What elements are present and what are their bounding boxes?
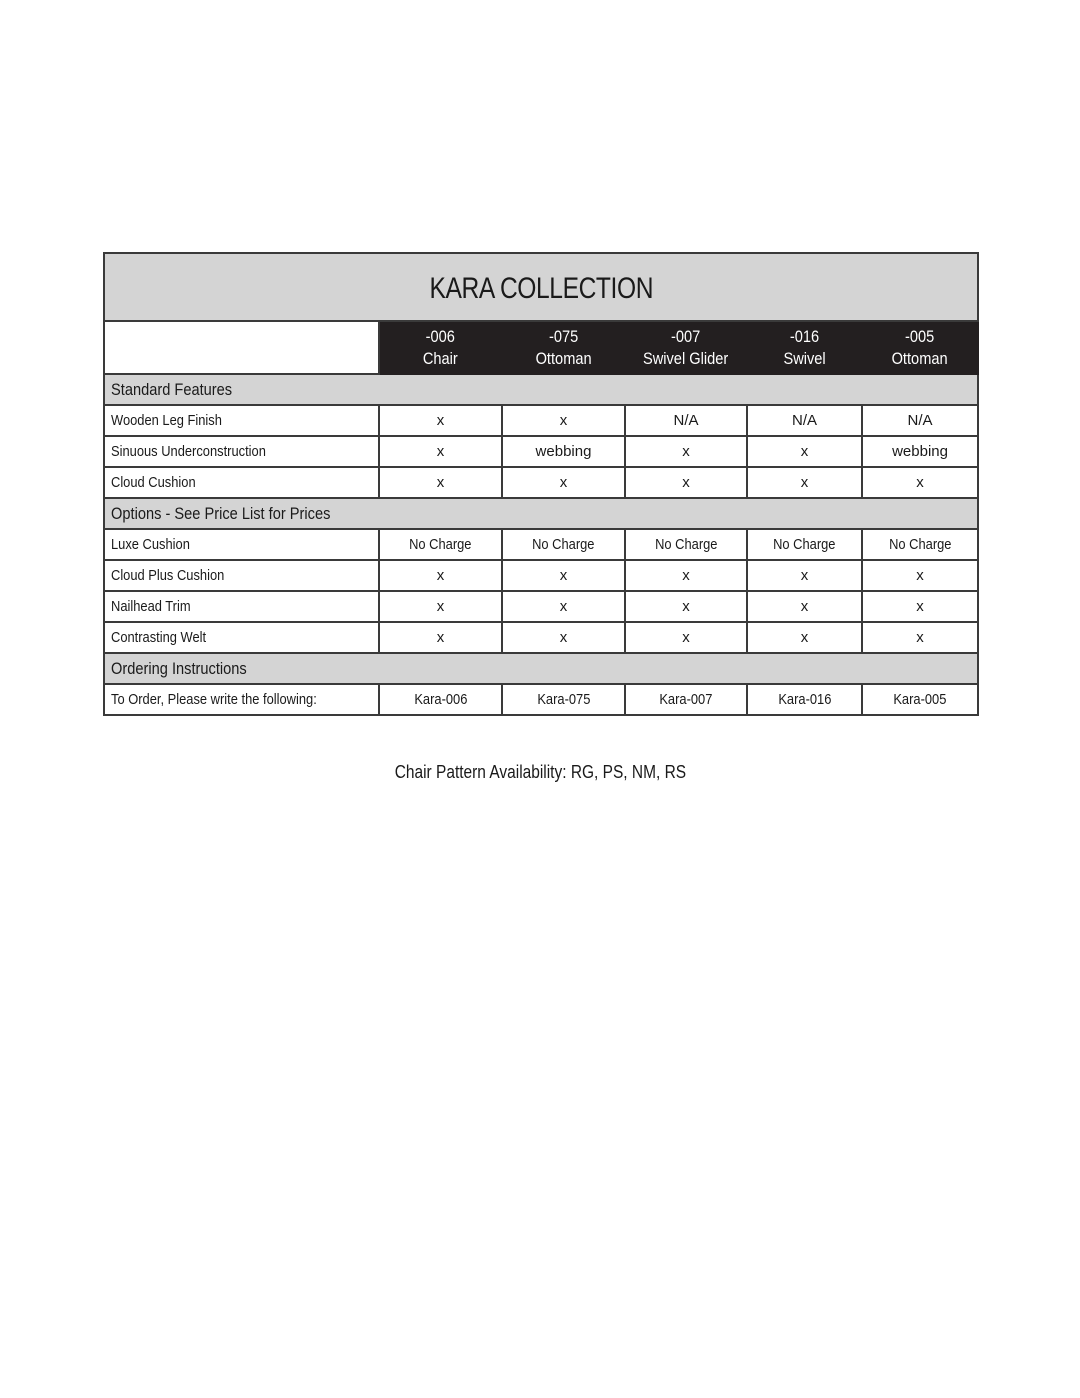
table-cell-text: Kara-005 [893,691,947,708]
row-label-text: Cloud Plus Cushion [111,567,225,584]
row-label-text: Cloud Cushion [111,474,196,491]
table-cell-text: Kara-016 [777,691,832,708]
table-cell: x [625,591,747,622]
table-row [104,560,978,591]
table-cell [379,684,502,715]
row-label [104,529,379,560]
row-label [104,591,379,622]
table-cell: x [862,591,978,622]
table-cell [747,684,862,715]
row-label [104,560,379,591]
table-title-cell [104,253,978,321]
section-header-row [104,498,978,529]
table-cell-text: No Charge [773,536,836,553]
section-heading [104,374,978,405]
table-cell: x [502,622,625,653]
table-cell: x [379,591,502,622]
table-cell: x [747,467,862,498]
table-cell: x [502,467,625,498]
column-code: -006 [425,326,456,346]
section-header-row [104,653,978,684]
table-cell [625,684,747,715]
table-cell: x [379,436,502,467]
table-cell: x [862,467,978,498]
row-label [104,405,379,436]
row-label [104,684,379,715]
row-label [104,467,379,498]
table-row [104,684,978,715]
column-code: -005 [905,326,935,346]
section-heading [104,653,978,684]
table-cell: x [862,560,978,591]
column-code: -075 [548,326,579,346]
table-cell-text: Kara-075 [536,691,591,708]
table-cell: x [747,436,862,467]
table-cell-text: Kara-006 [413,691,468,708]
kara-collection-table [103,252,979,716]
column-header-row [104,321,978,374]
table-cell [862,684,978,715]
table-cell [502,529,625,560]
section-header-row [104,374,978,405]
row-label-text: Wooden Leg Finish [111,412,222,429]
section-heading [104,498,978,529]
column-name: Swivel [783,348,826,368]
table-cell [747,529,862,560]
column-name: Ottoman [892,348,949,368]
table-cell: x [502,560,625,591]
table-cell-text: No Charge [409,536,472,553]
header-blank-cell [104,321,379,374]
table-cell: x [747,622,862,653]
table-row [104,405,978,436]
table-cell: x [625,560,747,591]
table-cell: webbing [862,436,978,467]
table-cell [502,684,625,715]
table-cell-text: Kara-007 [659,691,713,708]
table-row [104,622,978,653]
pattern-availability-text: Chair Pattern Availability: RG, PS, NM, RS [394,762,686,782]
table-cell: x [379,622,502,653]
table-cell: x [379,467,502,498]
row-label [104,436,379,467]
table-cell: x [747,591,862,622]
column-header [625,321,747,374]
table-cell-text: No Charge [532,536,595,553]
table-cell: x [502,405,625,436]
row-label-text: Nailhead Trim [111,598,191,615]
column-code: -016 [789,326,820,346]
column-name: Chair [423,348,458,368]
row-label-text: Contrasting Welt [111,629,207,646]
table-cell: x [379,405,502,436]
table-row [104,591,978,622]
table-row [104,467,978,498]
row-label-text: Sinuous Underconstruction [111,443,266,460]
table-cell: x [502,591,625,622]
table-cell: N/A [862,405,978,436]
column-header [862,321,978,374]
column-name: Ottoman [535,348,592,368]
column-name: Swivel Glider [643,348,729,368]
table-cell: N/A [625,405,747,436]
table-cell: x [625,622,747,653]
table-cell [862,529,978,560]
row-label-text: To Order, Please write the following: [111,691,317,708]
column-header [747,321,862,374]
title-row [104,253,978,321]
column-header [379,321,502,374]
row-label [104,622,379,653]
column-header [502,321,625,374]
table-title: KARA COLLECTION [429,272,653,305]
table-cell: x [625,436,747,467]
table-cell [625,529,747,560]
table-cell: x [379,560,502,591]
table-cell-text: No Charge [888,536,952,553]
table-cell: x [747,560,862,591]
table-cell [379,529,502,560]
table-row [104,436,978,467]
section-heading-text: Options - See Price List for Prices [111,503,331,523]
table-cell: N/A [747,405,862,436]
table-cell: x [862,622,978,653]
row-label-text: Luxe Cushion [111,536,190,553]
table-cell: webbing [502,436,625,467]
section-heading-text: Ordering Instructions [111,658,247,678]
section-heading-text: Standard Features [111,379,233,399]
column-code: -007 [671,326,701,346]
table-cell: x [625,467,747,498]
pattern-availability-note [0,762,1080,783]
table-row [104,529,978,560]
table-cell-text: No Charge [654,536,718,553]
